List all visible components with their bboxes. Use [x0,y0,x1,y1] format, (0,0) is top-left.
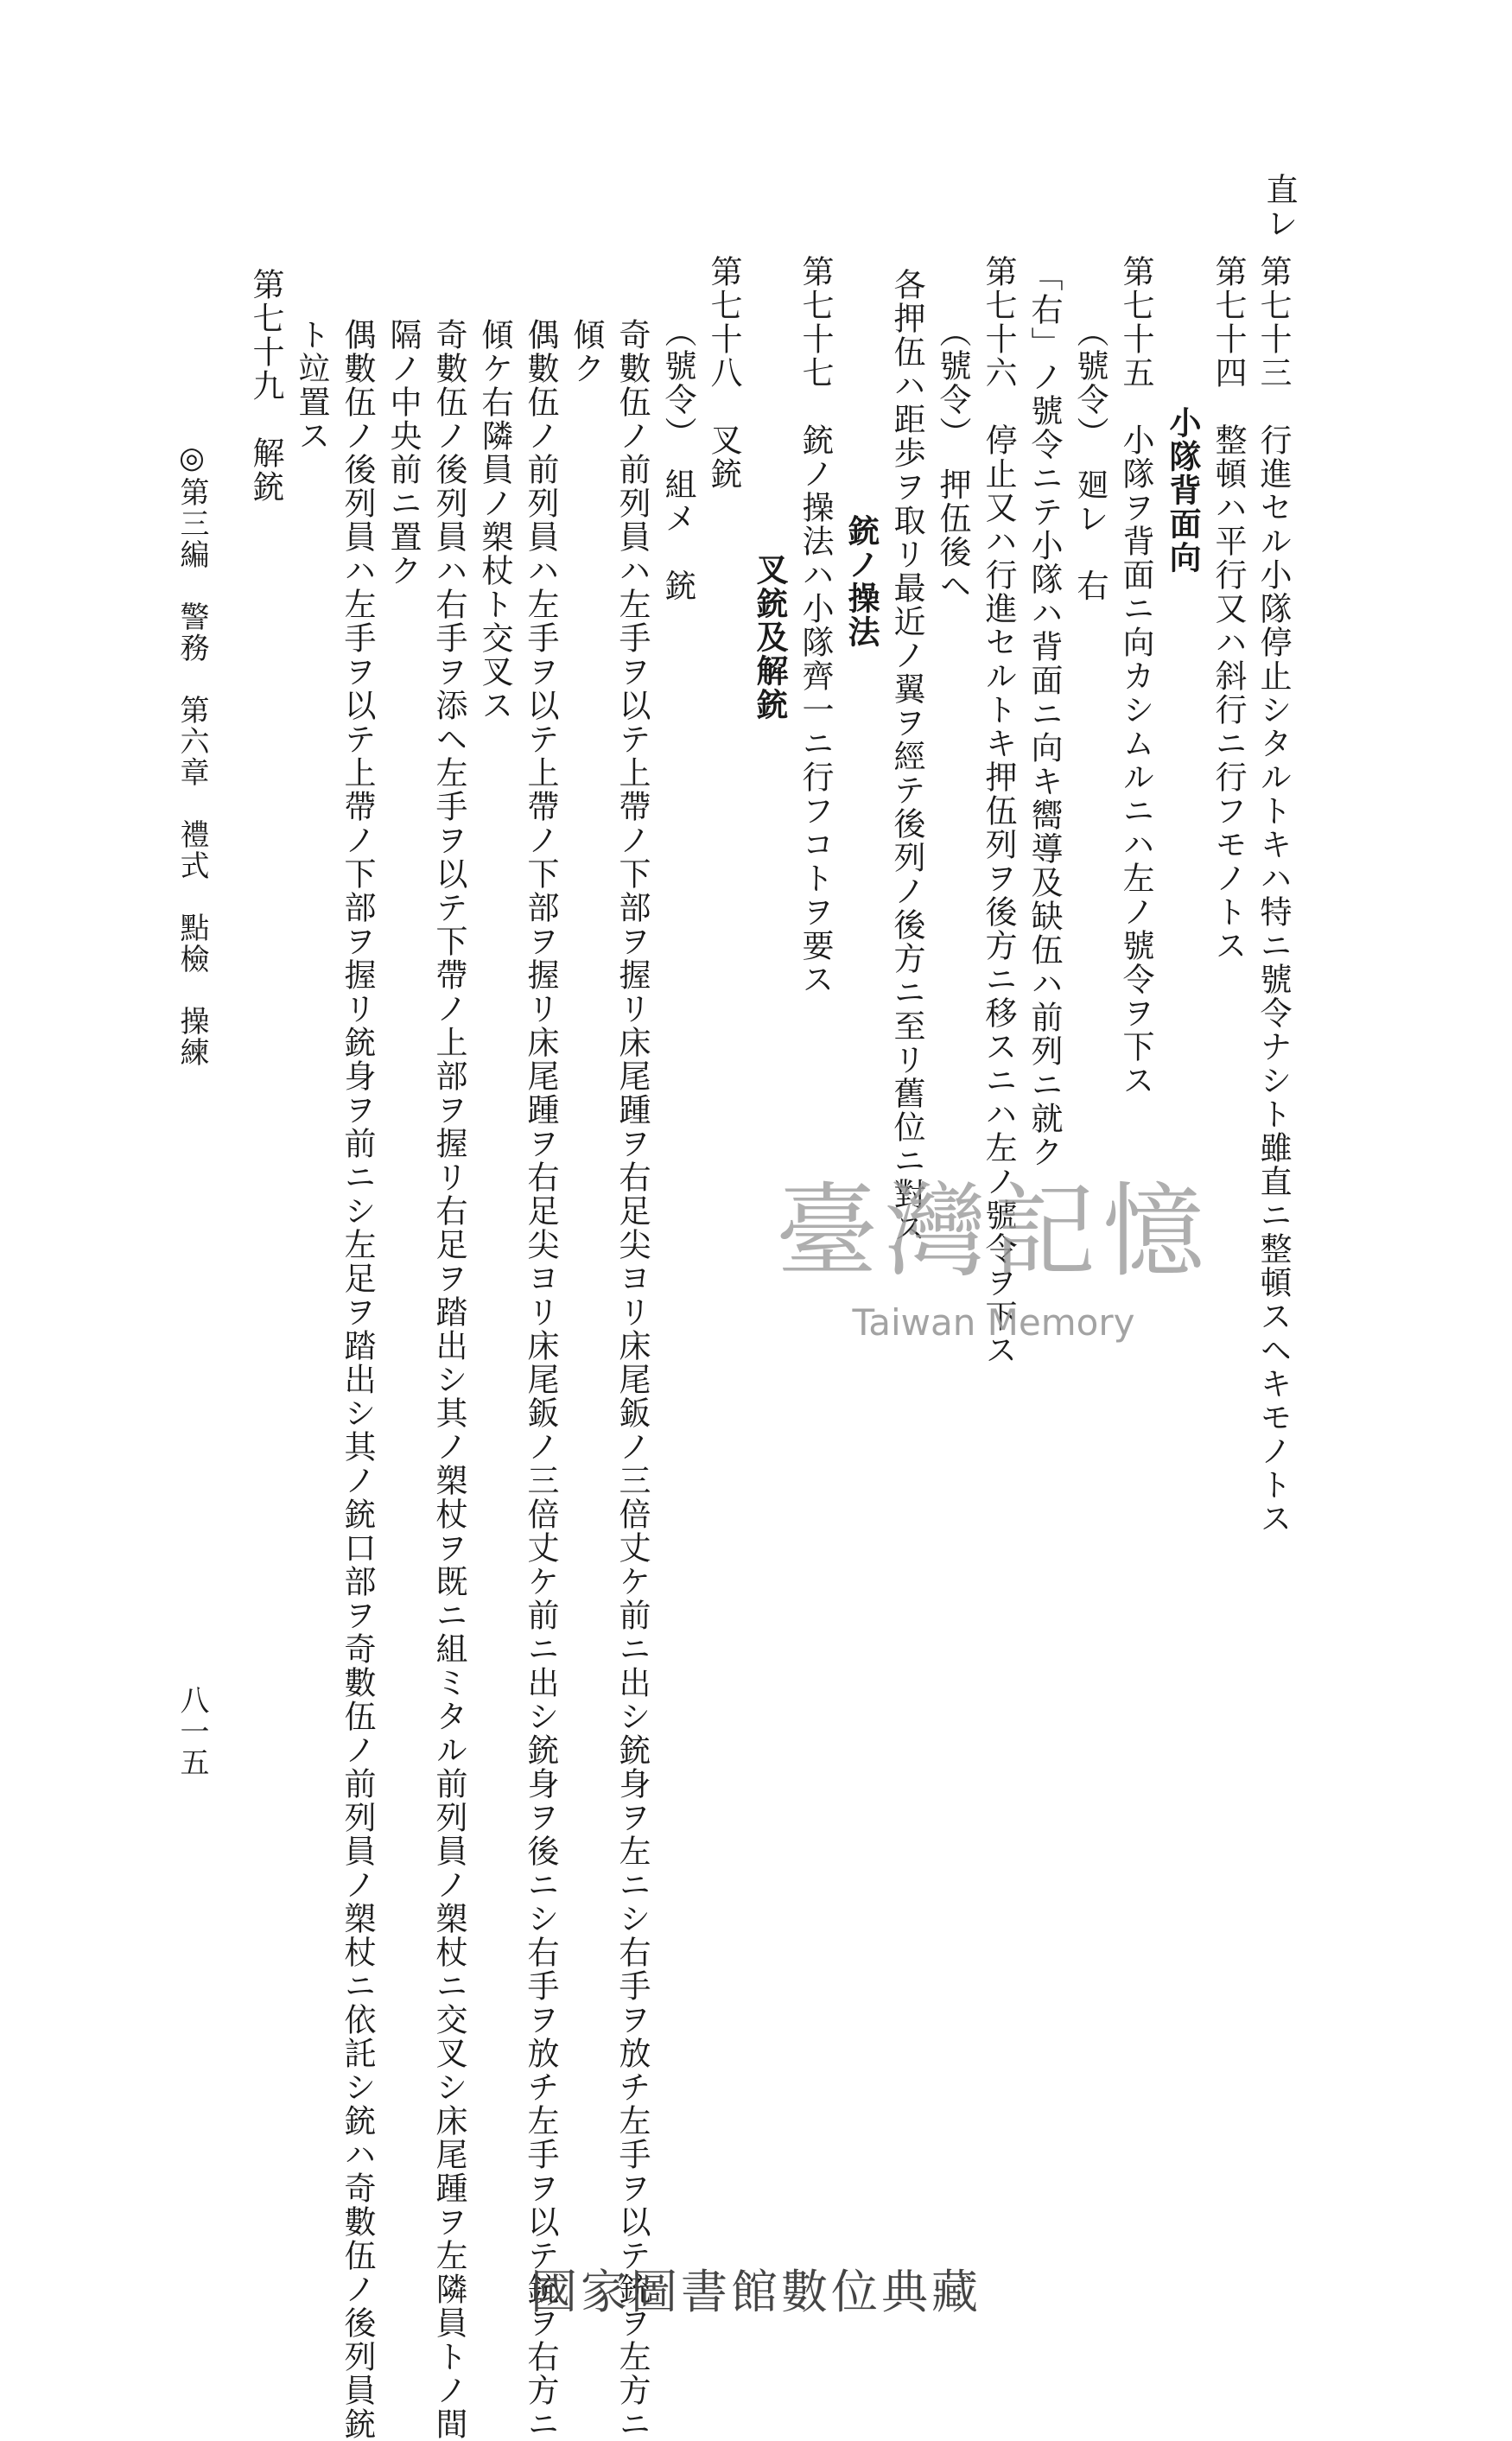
watermark-chinese: 臺灣記憶 [775,1172,1211,1291]
text-column-10: 各押伍ハ距歩ヲ取リ最近ノ翼ヲ經テ後列ノ後方ニ至リ舊位ニ對ス [888,268,925,1245]
text-column-7: 「右」ノ號令ニテ小隊ハ背面ニ向キ嚮導及缺伍ハ前列ニ就ク [1026,259,1063,1169]
text-column-12: 第七十七 銃ノ操法ハ小隊齊一ニ行フコトヲ要ス [797,255,834,996]
text-column-9: （號令） 押伍後ヘ [934,315,971,603]
text-column-16: 奇數伍ノ前列員ハ左手ヲ以テ上帶ノ下部ヲ握リ床尾踵ヲ右足尖ヨリ床尾鈑ノ三倍丈ケ前ニ出シ銃身ヲ左ニシ右手ヲ放チ左手ヲ以テ銃ヲ左方ニ [613,318,651,2441]
section-heading: 小隊背面向 [1164,406,1202,575]
text-column-18: 偶數伍ノ前列員ハ左手ヲ以テ上帶ノ下部ヲ握リ床尾踵ヲ右足尖ヨリ床尾鈑ノ三倍丈ケ前ニ出シ銃身ヲ後ニシ右手ヲ放チ左手ヲ以テ銃ヲ右方ニ [522,318,559,2441]
section-heading: 叉銃及解銃 [751,553,789,721]
text-column-21: 隔ノ中央前ニ置ク [384,318,422,588]
footer-credit: 國家圖書館數位典藏 [530,2265,982,2319]
text-column-22: 偶數伍ノ後列員ハ左手ヲ以テ上帶ノ下部ヲ握リ銃身ヲ前ニシ左足ヲ踏出シ其ノ銃口部ヲ奇數伍ノ前列員ノ槊杖ニ依託シ銃ハ奇數伍ノ後列員銃 [339,318,376,2441]
text-column-19: 傾ケ右隣員ノ槊杖ト交叉ス [476,318,513,722]
text-column-1: 直レ [1261,173,1298,240]
section-heading: 銃ノ操法 [842,514,880,649]
watermark-english: Taiwan Memory [852,1301,1135,1344]
text-column-15: （號令） 組メ 銃 [659,315,696,603]
watermark [752,1149,1236,1348]
running-head: ◎第三編 警務 第六章 禮式 點檢 操練 [175,441,209,1068]
text-column-3: 第七十四 整頓ハ平行又ハ斜行ニ行フモノトス [1210,255,1247,963]
text-column-5: 第七十五 小隊ヲ背面ニ向カシムルニハ左ノ號令ヲ下ス [1117,255,1154,1097]
page-number: 八一五 [175,1685,209,1778]
text-column-14: 第七十八 叉銃 [705,255,742,491]
text-column-24: 第七十九 解銃 [247,268,284,504]
text-column-20: 奇數伍ノ後列員ハ右手ヲ添ヘ左手ヲ以テ下帶ノ上部ヲ握リ右足ヲ踏出シ其ノ槊杖ヲ既ニ組ミタル前列員ノ槊杖ニ交叉シ床尾踵ヲ左隣員トノ間 [430,318,467,2441]
text-column-2: 第七十三 行進セル小隊停止シタルトキハ特ニ號令ナシト雖直ニ整頓スヘキモノトス [1255,255,1292,1535]
text-column-6: （號令） 廻レ 右 [1071,315,1109,603]
text-column-23: ト竝置ス [293,318,330,453]
text-column-17: 傾ク [568,318,605,385]
text-column-8: 第七十六 停止又ハ行進セルトキ押伍列ヲ後方ニ移スニハ左ノ號令ヲ下ス [980,255,1017,1367]
